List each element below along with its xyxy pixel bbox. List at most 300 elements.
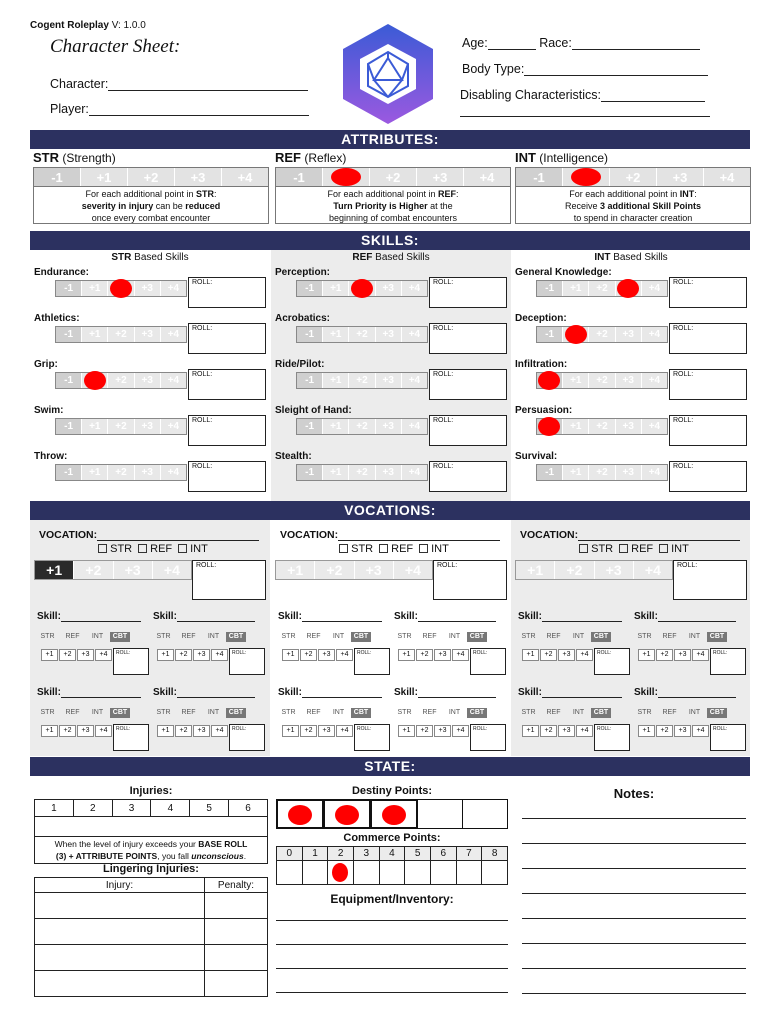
pen-mark	[565, 325, 587, 344]
commerce-box[interactable]	[379, 861, 405, 885]
pen-mark	[288, 805, 312, 825]
attribute-cell[interactable]: +4	[464, 168, 510, 186]
commerce-box[interactable]	[302, 861, 328, 885]
attribute-cell[interactable]: +4	[704, 168, 750, 186]
skill-cell[interactable]: -1	[297, 419, 323, 434]
skill-name: Athletics:	[34, 313, 80, 324]
lingering-title: Lingering Injuries:	[103, 863, 199, 875]
skill-cell[interactable]: +3	[616, 327, 642, 342]
roll-label: ROLL:	[673, 279, 694, 286]
injuries-title: Injuries:	[129, 785, 173, 797]
equipment-line[interactable]	[276, 992, 508, 993]
skill-roll-box[interactable]	[188, 369, 266, 400]
vocation-skill-field[interactable]: Skill:	[634, 610, 736, 622]
skill-name: Deception:	[515, 313, 567, 324]
notes-line[interactable]	[522, 968, 746, 969]
vocation-skill-track[interactable]: +1 +2 +3 +4	[282, 649, 354, 661]
vocation-skill-roll[interactable]: ROLL:	[470, 648, 506, 675]
skill-cell[interactable]: +4	[161, 419, 186, 434]
skill-cell[interactable]: +3	[376, 465, 402, 480]
body-type-field[interactable]	[462, 62, 708, 76]
vocation-2	[271, 520, 511, 756]
skill-cell[interactable]: +3	[376, 419, 402, 434]
skill-cell[interactable]: +1	[563, 465, 589, 480]
vocation-cell[interactable]: +4	[153, 561, 191, 579]
pen-mark	[110, 279, 132, 298]
age-race-line[interactable]	[462, 36, 700, 50]
checkbox[interactable]	[419, 544, 428, 553]
skill-cell[interactable]: +4	[402, 419, 427, 434]
skill-cell[interactable]: -1	[56, 281, 82, 296]
player-label: Player:	[50, 102, 89, 116]
notes-line[interactable]	[522, 893, 746, 894]
lingering-cell[interactable]	[35, 893, 205, 919]
destiny-box[interactable]	[276, 799, 324, 829]
roll-label: ROLL:	[192, 279, 213, 286]
skill-roll-box[interactable]	[429, 415, 507, 446]
vocation-skill-track[interactable]: +1 +2 +3 +4	[638, 725, 710, 737]
attribute-cell[interactable]: +3	[657, 168, 704, 186]
vocation-skill-track[interactable]: +1 +2 +3 +4	[157, 725, 229, 737]
vocation-cell[interactable]: +1	[516, 561, 555, 579]
vocation-skill-field[interactable]: Skill:	[278, 686, 382, 698]
penalty-cell[interactable]	[205, 893, 268, 919]
vocation-track[interactable]	[275, 560, 433, 580]
vocation-skill-tags[interactable]: STR REF INT CBT	[276, 632, 371, 642]
skill-cell[interactable]: -1	[537, 327, 563, 342]
skill-cell[interactable]: +2	[349, 465, 375, 480]
destiny-box[interactable]	[323, 799, 371, 829]
checkbox[interactable]	[98, 544, 107, 553]
commerce-box[interactable]	[482, 861, 508, 885]
skill-cell[interactable]: +3	[616, 465, 642, 480]
skill-cell[interactable]: +1	[323, 465, 349, 480]
vocation-skill-field[interactable]: Skill:	[278, 610, 382, 622]
character-field[interactable]	[50, 77, 308, 91]
notes-line[interactable]	[522, 918, 746, 919]
vocation-skill-tags[interactable]: STR REF INT CBT	[151, 708, 246, 718]
checkbox[interactable]	[619, 544, 628, 553]
skills-col-str	[30, 252, 270, 498]
notes-line[interactable]	[522, 943, 746, 944]
attribute-cell[interactable]: +2	[610, 168, 657, 186]
skill-name: Grip:	[34, 359, 58, 370]
skills-col-head: INT Based Skills	[594, 252, 668, 263]
state-band: STATE:	[30, 757, 750, 776]
vocation-checks[interactable]: STR REF INT	[30, 543, 270, 555]
destiny-box[interactable]	[370, 799, 418, 829]
vocation-cell[interactable]: +1	[276, 561, 315, 579]
vocation-skill-tags[interactable]: STR REF INT CBT	[632, 708, 727, 718]
skill-name: Throw:	[34, 451, 68, 462]
injury-level[interactable]: 6	[229, 800, 268, 817]
skill-cell[interactable]: +3	[376, 281, 402, 296]
commerce-box[interactable]	[405, 861, 431, 885]
skill-roll-box[interactable]	[429, 369, 507, 400]
vocation-skill-roll[interactable]: ROLL:	[113, 648, 149, 675]
commerce-level: 8	[482, 847, 508, 861]
injury-col: Injury:	[35, 878, 205, 893]
skill-roll-box[interactable]	[188, 277, 266, 308]
vocation-skill-tags[interactable]: STR REF INT CBT	[516, 632, 611, 642]
vocation-skill-track[interactable]: +1 +2 +3 +4	[398, 649, 470, 661]
vocation-cell[interactable]: +2	[555, 561, 594, 579]
vocation-skill-roll[interactable]: ROLL:	[229, 724, 265, 751]
vocation-skill-tags[interactable]: STR REF INT CBT	[151, 632, 246, 642]
attribute-cell[interactable]: -1	[34, 168, 81, 186]
skill-track[interactable]	[536, 280, 668, 297]
skill-track[interactable]	[55, 418, 187, 435]
vocation-skill-tags[interactable]: STR REF INT CBT	[35, 708, 130, 718]
roll-label: ROLL:	[192, 417, 213, 424]
attribute-desc: For each additional point in REF: Turn Priority is Higher at the beginning of combat encounters	[275, 187, 511, 224]
attribute-track[interactable]	[275, 167, 511, 187]
skill-cell[interactable]: +4	[402, 327, 427, 342]
vocation-checks[interactable]: STR REF INT	[271, 543, 511, 555]
skill-cell[interactable]: +2	[108, 419, 134, 434]
app-version-line	[30, 20, 146, 31]
injury-level[interactable]: 5	[190, 800, 229, 817]
attribute-str	[33, 150, 269, 224]
skill-name: Endurance:	[34, 267, 90, 278]
skill-cell[interactable]: +1	[563, 373, 589, 388]
vocation-skill-field[interactable]: Skill:	[394, 686, 496, 698]
skill-roll-box[interactable]	[669, 369, 747, 400]
attribute-ref	[275, 150, 511, 224]
skill-cell[interactable]: -1	[297, 465, 323, 480]
vocation-skill-track[interactable]: +1 +2 +3 +4	[522, 725, 594, 737]
attribute-cell[interactable]: +2	[128, 168, 175, 186]
skill-track[interactable]	[296, 418, 428, 435]
notes-line[interactable]	[522, 843, 746, 844]
skill-cell[interactable]: +2	[108, 327, 134, 342]
skill-cell[interactable]: +2	[108, 465, 134, 480]
skill-name: Acrobatics:	[275, 313, 331, 324]
vocations-band: VOCATIONS:	[30, 501, 750, 520]
notes-line[interactable]	[522, 993, 746, 994]
skills-band: SKILLS:	[30, 231, 750, 250]
vocation-skill-track[interactable]: +1 +2 +3 +4	[282, 725, 354, 737]
vocation-track[interactable]	[515, 560, 673, 580]
character-label: Character:	[50, 77, 109, 91]
skill-name: Persuasion:	[515, 405, 573, 416]
app-name: Cogent Roleplay	[30, 20, 109, 31]
commerce-level: 1	[302, 847, 328, 861]
vocation-title[interactable]: VOCATION:	[520, 529, 740, 541]
skill-cell[interactable]: +4	[642, 465, 667, 480]
skill-cell[interactable]: +1	[563, 419, 589, 434]
vocation-cell[interactable]: +4	[394, 561, 432, 579]
vocation-title[interactable]: VOCATION:	[39, 529, 259, 541]
vocation-cell[interactable]: +3	[355, 561, 394, 579]
skill-name: Swim:	[34, 405, 64, 416]
skill-cell[interactable]: +1	[82, 419, 108, 434]
attribute-title: REF (Reflex)	[275, 150, 347, 165]
skill-name: Survival:	[515, 451, 558, 462]
skill-cell[interactable]: +3	[376, 373, 402, 388]
commerce-table	[276, 846, 508, 885]
skill-cell[interactable]: -1	[297, 327, 323, 342]
lingering-cell[interactable]	[35, 971, 205, 997]
checkbox[interactable]	[339, 544, 348, 553]
skill-track[interactable]	[296, 372, 428, 389]
skill-cell[interactable]: +3	[135, 327, 161, 342]
checkbox[interactable]	[178, 544, 187, 553]
vocation-skill-track[interactable]: +1 +2 +3 +4	[41, 725, 113, 737]
skills-col-head: REF Based Skills	[352, 252, 430, 263]
skill-cell[interactable]: +4	[161, 327, 186, 342]
checkbox[interactable]	[138, 544, 147, 553]
penalty-cell[interactable]	[205, 945, 268, 971]
skill-track[interactable]	[55, 464, 187, 481]
skill-cell[interactable]: -1	[297, 281, 323, 296]
vocation-skill-track[interactable]: +1 +2 +3 +4	[638, 649, 710, 661]
skill-cell[interactable]: +3	[135, 419, 161, 434]
commerce-level: 2	[328, 847, 354, 861]
skill-cell[interactable]: -1	[537, 281, 563, 296]
commerce-box[interactable]	[353, 861, 379, 885]
skill-cell[interactable]: -1	[56, 465, 82, 480]
roll-label: ROLL:	[673, 463, 694, 470]
skill-cell[interactable]: -1	[56, 419, 82, 434]
vocation-skill-roll[interactable]: ROLL:	[113, 724, 149, 751]
skill-roll-box[interactable]	[669, 277, 747, 308]
skill-cell[interactable]: +1	[563, 281, 589, 296]
pen-mark	[332, 863, 348, 882]
skill-name: Perception:	[275, 267, 331, 278]
skill-cell[interactable]: +4	[402, 465, 427, 480]
skill-track[interactable]	[536, 464, 668, 481]
vocation-skill-tags[interactable]: STR REF INT CBT	[516, 708, 611, 718]
roll-label: ROLL:	[433, 279, 454, 286]
skill-track[interactable]	[296, 326, 428, 343]
vocation-skill-track[interactable]: +1 +2 +3 +4	[157, 649, 229, 661]
injury-level[interactable]: 1	[35, 800, 74, 817]
skill-cell[interactable]: +1	[82, 465, 108, 480]
skill-roll-box[interactable]	[429, 461, 507, 492]
age-label: Age:	[462, 36, 488, 50]
vocation-skill-tags[interactable]: STR REF INT CBT	[392, 632, 487, 642]
skill-roll-box[interactable]	[188, 323, 266, 354]
vocation-cell[interactable]: +2	[74, 561, 113, 579]
player-field[interactable]	[50, 102, 309, 116]
skill-cell[interactable]: +2	[589, 281, 615, 296]
skill-cell[interactable]: +3	[376, 327, 402, 342]
skill-name: Stealth:	[275, 451, 312, 462]
skill-track[interactable]	[296, 464, 428, 481]
sheet-title: Character Sheet:	[50, 36, 181, 57]
checkbox[interactable]	[579, 544, 588, 553]
attribute-cell[interactable]: -1	[516, 168, 563, 186]
checkbox[interactable]	[659, 544, 668, 553]
skill-roll-box[interactable]	[188, 461, 266, 492]
skill-cell[interactable]: +2	[108, 373, 134, 388]
skill-cell[interactable]: +2	[349, 327, 375, 342]
penalty-cell[interactable]	[205, 919, 268, 945]
skill-roll-box[interactable]	[669, 415, 747, 446]
skill-cell[interactable]: +4	[642, 281, 667, 296]
skill-track[interactable]	[55, 372, 187, 389]
commerce-box[interactable]	[456, 861, 482, 885]
skill-cell[interactable]: +4	[642, 373, 667, 388]
vocation-skill-field[interactable]: Skill:	[634, 686, 736, 698]
vocation-roll-box[interactable]: ROLL:	[192, 560, 266, 600]
attribute-cell[interactable]: +3	[417, 168, 464, 186]
vocation-skill-roll[interactable]: ROLL:	[354, 648, 390, 675]
vocation-skill-tags[interactable]: STR REF INT CBT	[276, 708, 371, 718]
skill-name: General Knowledge:	[515, 267, 612, 278]
skill-track[interactable]	[55, 326, 187, 343]
vocation-skill-field[interactable]: Skill:	[37, 610, 141, 622]
skill-roll-box[interactable]	[188, 415, 266, 446]
commerce-level: 6	[430, 847, 456, 861]
skill-cell[interactable]: +4	[161, 465, 186, 480]
skill-cell[interactable]: +3	[616, 419, 642, 434]
skill-cell[interactable]: +4	[642, 419, 667, 434]
skill-cell[interactable]: -1	[297, 373, 323, 388]
vocation-skill-track[interactable]: +1 +2 +3 +4	[522, 649, 594, 661]
attribute-cell[interactable]: +3	[175, 168, 222, 186]
destiny-box[interactable]	[462, 799, 508, 829]
vocation-checks[interactable]: STR REF INT	[511, 543, 751, 555]
equipment-line[interactable]	[276, 920, 508, 921]
skill-cell[interactable]: +4	[161, 373, 186, 388]
attribute-track[interactable]	[33, 167, 269, 187]
lingering-cell[interactable]	[35, 945, 205, 971]
skills-col-int	[511, 252, 751, 498]
pen-mark	[571, 168, 601, 186]
vocation-skill-roll[interactable]: ROLL:	[470, 724, 506, 751]
injury-level[interactable]: 3	[112, 800, 151, 817]
commerce-title: Commerce Points:	[343, 832, 441, 844]
vocation-cell[interactable]: +3	[114, 561, 153, 579]
vocation-skill-tags[interactable]: STR REF INT CBT	[392, 708, 487, 718]
attribute-title: INT (Intelligence)	[515, 150, 608, 165]
vocation-skill-field[interactable]: Skill:	[518, 610, 622, 622]
skill-cell[interactable]: -1	[537, 465, 563, 480]
skill-cell[interactable]: +3	[135, 281, 161, 296]
vocation-skill-field[interactable]: Skill:	[37, 686, 141, 698]
vocation-skill-field[interactable]: Skill:	[153, 610, 255, 622]
roll-label: ROLL:	[673, 417, 694, 424]
attribute-cell[interactable]: +2	[370, 168, 417, 186]
notes-line[interactable]	[522, 868, 746, 869]
skill-cell[interactable]: +3	[135, 465, 161, 480]
skill-cell[interactable]: -1	[56, 373, 82, 388]
vocation-skill-track[interactable]: +1 +2 +3 +4	[41, 649, 113, 661]
commerce-level: 3	[353, 847, 379, 861]
skill-cell[interactable]: +1	[323, 419, 349, 434]
skill-cell[interactable]: +2	[349, 419, 375, 434]
disabling-line-2[interactable]	[460, 106, 710, 117]
destiny-box[interactable]	[417, 799, 463, 829]
vocation-roll-box[interactable]: ROLL:	[673, 560, 747, 600]
vocation-3	[511, 520, 751, 756]
skill-cell[interactable]: +1	[323, 373, 349, 388]
vocation-cell[interactable]: +1	[35, 561, 74, 579]
vocation-skill-track[interactable]: +1 +2 +3 +4	[398, 725, 470, 737]
vocation-skill-roll[interactable]: ROLL:	[354, 724, 390, 751]
skill-cell[interactable]: +3	[135, 373, 161, 388]
injury-level[interactable]: 4	[151, 800, 190, 817]
skill-roll-box[interactable]	[669, 461, 747, 492]
equipment-line[interactable]	[276, 968, 508, 969]
skill-roll-box[interactable]	[429, 277, 507, 308]
vocation-skill-tags[interactable]: STR REF INT CBT	[632, 632, 727, 642]
skill-cell[interactable]: +1	[323, 327, 349, 342]
attribute-cell[interactable]: -1	[276, 168, 323, 186]
skill-cell[interactable]: +2	[589, 373, 615, 388]
skill-cell[interactable]: -1	[56, 327, 82, 342]
skill-cell[interactable]: +2	[349, 373, 375, 388]
pen-mark	[351, 279, 373, 298]
skill-cell[interactable]: +1	[82, 281, 108, 296]
penalty-cell[interactable]	[205, 971, 268, 997]
skill-roll-box[interactable]	[429, 323, 507, 354]
equipment-line[interactable]	[276, 944, 508, 945]
roll-label: ROLL:	[433, 417, 454, 424]
vocation-skill-roll[interactable]: ROLL:	[710, 648, 746, 675]
attribute-cell[interactable]: +1	[81, 168, 128, 186]
vocation-skill-roll[interactable]: ROLL:	[710, 724, 746, 751]
cogent-logo	[336, 22, 440, 126]
attribute-cell[interactable]: +4	[222, 168, 268, 186]
vocation-skill-roll[interactable]: ROLL:	[594, 724, 630, 751]
vocation-skill-field[interactable]: Skill:	[518, 686, 622, 698]
skill-track[interactable]	[536, 326, 668, 343]
notes-line[interactable]	[522, 818, 746, 819]
commerce-box[interactable]	[430, 861, 456, 885]
vocation-track[interactable]	[34, 560, 192, 580]
disabling-field[interactable]	[460, 88, 705, 102]
vocation-skill-field[interactable]: Skill:	[153, 686, 255, 698]
pen-mark	[382, 805, 406, 825]
commerce-box[interactable]	[328, 861, 354, 885]
injury-level[interactable]: 2	[73, 800, 112, 817]
skill-cell[interactable]: +4	[402, 373, 427, 388]
injuries-table	[34, 799, 268, 864]
skill-roll-box[interactable]	[669, 323, 747, 354]
skill-cell[interactable]: +2	[589, 465, 615, 480]
skill-cell[interactable]: +4	[642, 327, 667, 342]
vocation-roll-box[interactable]: ROLL:	[433, 560, 507, 600]
vocation-cell[interactable]: +4	[634, 561, 672, 579]
skill-cell[interactable]: +4	[402, 281, 427, 296]
skill-cell[interactable]: +3	[616, 373, 642, 388]
vocation-title[interactable]: VOCATION:	[280, 529, 500, 541]
roll-label: ROLL:	[673, 371, 694, 378]
commerce-level: 7	[456, 847, 482, 861]
attribute-track[interactable]	[515, 167, 751, 187]
vocation-skill-field[interactable]: Skill:	[394, 610, 496, 622]
vocation-cell[interactable]: +2	[315, 561, 354, 579]
vocation-cell[interactable]: +3	[595, 561, 634, 579]
commerce-box[interactable]	[277, 861, 303, 885]
vocation-skill-roll[interactable]: ROLL:	[594, 648, 630, 675]
roll-label: ROLL:	[192, 325, 213, 332]
vocation-skill-roll[interactable]: ROLL:	[229, 648, 265, 675]
checkbox[interactable]	[379, 544, 388, 553]
lingering-cell[interactable]	[35, 919, 205, 945]
skill-cell[interactable]: +1	[82, 327, 108, 342]
skill-cell[interactable]: +2	[589, 327, 615, 342]
skill-cell[interactable]: +1	[323, 281, 349, 296]
skill-cell[interactable]: +4	[161, 281, 186, 296]
vocation-skill-tags[interactable]: STR REF INT CBT	[35, 632, 130, 642]
roll-label: ROLL:	[433, 371, 454, 378]
skill-cell[interactable]: +2	[589, 419, 615, 434]
equipment-title: Equipment/Inventory:	[330, 892, 454, 906]
